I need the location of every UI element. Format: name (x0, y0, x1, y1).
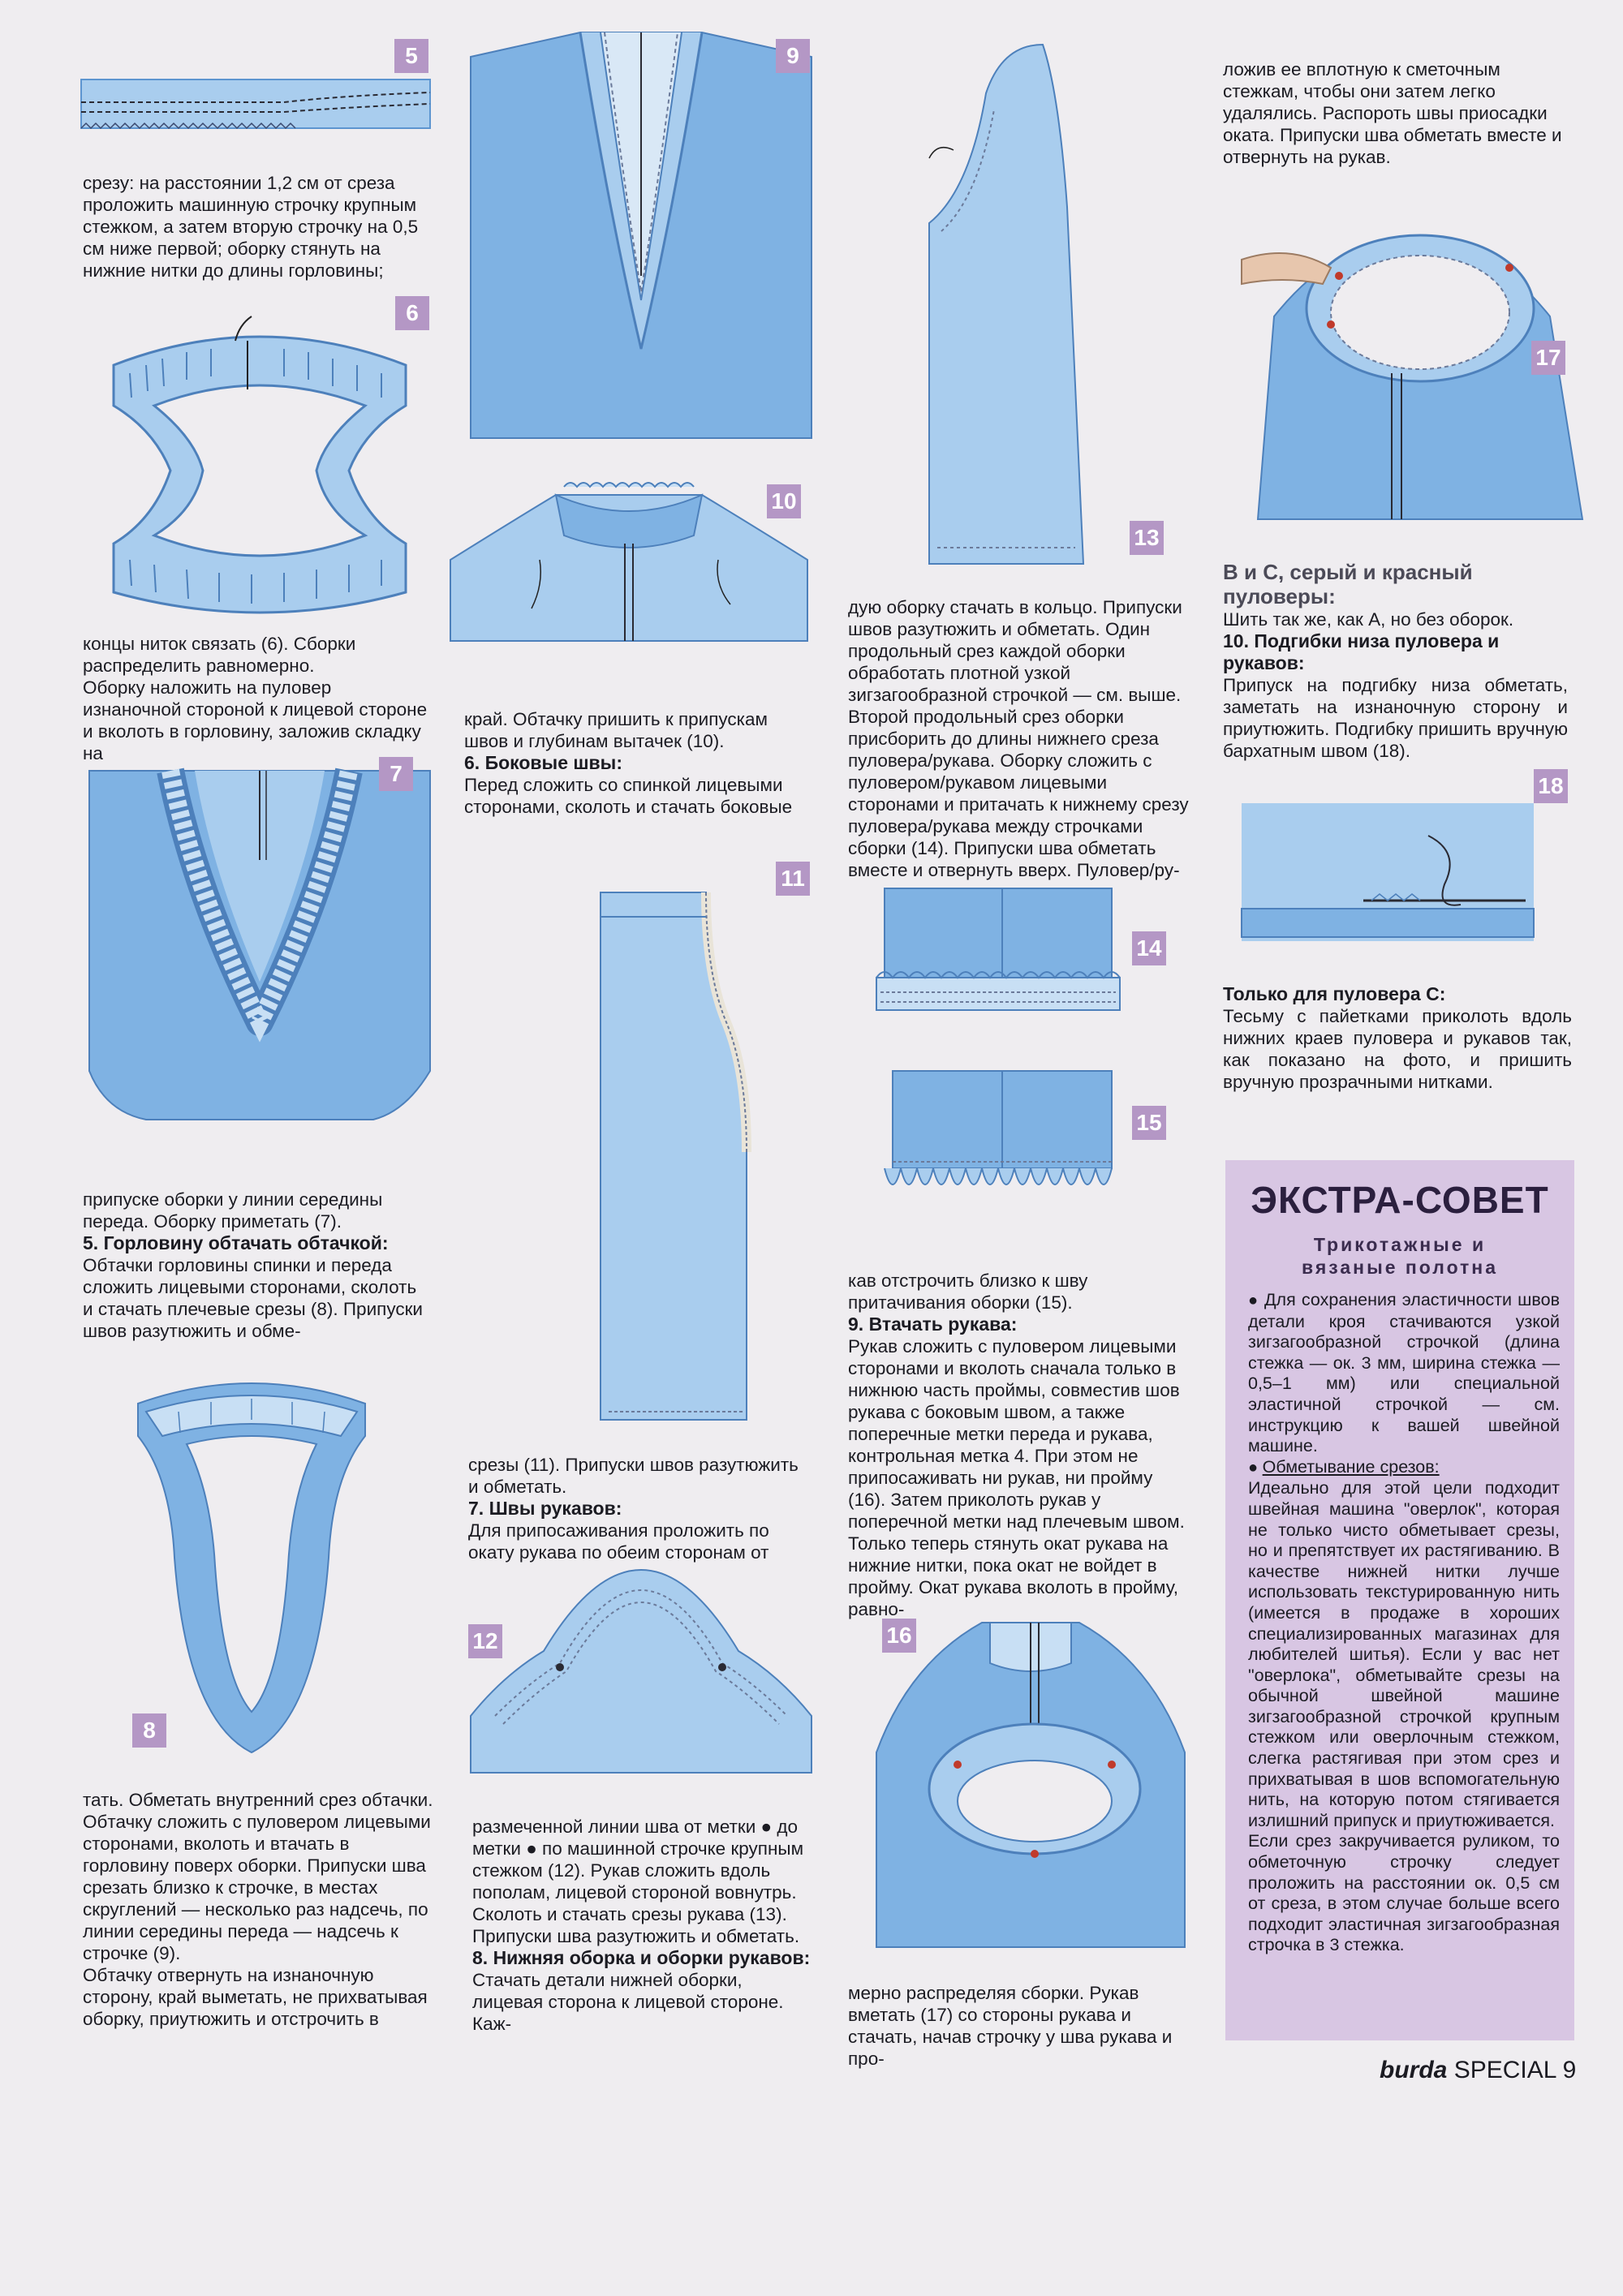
tip-paragraph: Для сохранения эластичности швов детали кроя стачиваются узкой зигзагообразной строчкой (длина стежка — ок. 3 мм, ширина стежка — 0,5–1 мм) или специальной эластичной строчкой — см. инструкцию к вашей швейной машине. (1248, 1290, 1560, 1456)
figure-number-5: 5 (394, 39, 428, 73)
paragraph: Перед сложить со спинкой лицевыми сторонами, сколоть и стачать боковые (464, 775, 793, 817)
paragraph: Тесьму с пайетками приколоть вдоль нижних краев пуловера и рукавов так, как показано на фото, и пришить вручную прозрачными нитками. (1223, 1006, 1572, 1092)
tip-title: ЭКСТРА-СОВЕТ (1251, 1179, 1549, 1221)
figure-5-gathering-stitches (81, 71, 430, 144)
paragraph: кав отстрочить близко к шву притачивания оборки (15). (848, 1271, 1088, 1313)
paragraph: срезы (11). Припуски швов разутюжить и обметать. (468, 1455, 799, 1497)
paragraph: Обтачку отвернуть на изнаночную сторону, край выметать, не прихватывая оборку, приутюжить и отстрочить в (83, 1965, 428, 2029)
column-3-block-b (848, 1270, 1189, 1620)
figure-number-16: 16 (882, 1619, 916, 1653)
section-heading-pullover-c: Только для пуловера С: (1223, 983, 1446, 1004)
paragraph: дую оборку стачать в кольцо. Припуски швов разутюжить и обметать. Один продольный срез каждой оборки обработать плотной узкой зигзагообразной строчкой — см. выше. Второй продольный срез оборки присборить до длины нижнего среза пуловера/рукава. Оборку сложить с пуловером/рукавом лицевыми сторонами и притачать к нижнему срезу пуловера/рукава между строчками сборки (14). Припуски шва обметать вместе и отвернуть вверх. Пуловер/ру- (848, 597, 1189, 880)
section-heading-10: 10. Подгибки низа пуловера и рукавов: (1223, 630, 1500, 673)
column-3-block-c (848, 1982, 1193, 2070)
column-1-block-b (83, 633, 428, 764)
paragraph: Припуск на подгибку низа обметать, заметать на изнаночную сторону и приутюжить. Подгибку пришить вручную бархатным швом (18). (1223, 675, 1568, 761)
figure-number-6: 6 (395, 296, 429, 330)
paragraph: Рукав сложить с пуловером лицевыми сторонами и вколоть сначала только в нижнюю часть проймы, совместив шов рукава с боковым швом, а также поперечные метки переда и рукава, контрольная метка 4. При этом не припосаживать ни рукав, ни пройму (16). Затем приколоть рукав у поперечной метки над плечевым швом. Только теперь стянуть окат рукава на нижние нитки, пока окат не войдет в пройму. Окат рукава вколоть в пройму, равно- (848, 1336, 1185, 1619)
column-4-block-b (1223, 560, 1568, 762)
paragraph: припуске оборки у линии середины переда. Оборку приметать (7). (83, 1189, 383, 1232)
figure-14-ruffle-attached (876, 888, 1120, 1030)
column-1-block-d (83, 1789, 440, 2030)
paragraph: Обтачку сложить с пуловером лицевыми сторонами, вколоть и втачать в горловину поверх оборки. Припуски шва срезать близко к строчке, в местах скруглений — несколько раз надсечь, по линии середины переда — надсечь к строчке (9). (83, 1812, 431, 1963)
figure-number-10: 10 (767, 484, 801, 518)
figure-10-facing-attached (450, 471, 807, 657)
figure-number-13: 13 (1130, 521, 1164, 555)
column-3-block-a (848, 596, 1189, 881)
figure-number-17: 17 (1531, 341, 1565, 375)
footer-special: SPECIAL (1453, 2057, 1556, 2083)
paragraph: Шить так же, как А, но без оборок. (1223, 609, 1514, 630)
tip-body (1248, 1290, 1560, 1956)
paragraph: Оборку наложить на пуловер изнаночной стороной к лицевой стороне и вколоть в горловину, заложив складку на (83, 677, 428, 763)
brand-logo-text: burda (1380, 2057, 1448, 2083)
extra-tip-box (1225, 1160, 1574, 2040)
tip-heading-overcasting: Обметывание срезов: (1262, 1456, 1440, 1477)
figure-11-side-seam (584, 892, 795, 1428)
paragraph: мерно распределяя сборки. Рукав вметать (17) со стороны рукава и стачать, начав строчку у шва рукава и про- (848, 1983, 1173, 2069)
figure-18-hem-stitch (1242, 803, 1534, 941)
column-1-block-c (83, 1189, 428, 1342)
paragraph: край. Обтачку пришить к припускам швов и глубинам вытачек (10). (464, 709, 768, 751)
figure-12-sleeve-cap (471, 1554, 812, 1781)
section-heading-bc: В и С, серый и красный пуловеры: (1223, 560, 1473, 608)
paragraph: концы ниток связать (6). Сборки распределить равномерно. (83, 634, 356, 676)
tip-paragraph: Идеально для этой цели подходит швейная машина "оверлок", которая не только чисто обметывает срезы, но и препятствует их растягиванию. В качестве нижней нитки лучше использовать текстурированную нить (имеется в продаже в хороших специализированных магазинах для любителей шитья). Если у вас нет "оверлока", обметывайте срезы на обычной швейной машине зигзагообразной строчкой крупным стежком или оверлочным стежком, слегка растягивая при этом срез и прихватывая в шов вспомогательную нить, на которую потом стягивается излишний припуск и приутюживается. (1248, 1478, 1560, 1830)
figure-13-sleeve-seam (913, 45, 1156, 572)
figure-number-9: 9 (776, 39, 810, 73)
column-2-block-a (464, 708, 809, 818)
paragraph: Стачать детали нижней оборки, лицевая сторона к лицевой стороне. Каж- (472, 1970, 784, 2034)
figure-8-neckline-facing (130, 1379, 373, 1761)
figure-15-ruffle-topstitched (885, 1071, 1120, 1217)
column-2-block-c (472, 1816, 812, 2035)
figure-6-gathered-ruffle (81, 316, 438, 625)
tip-subtitle-line-1: Трикотажные и (1313, 1234, 1487, 1255)
column-1-block-a (83, 172, 428, 282)
tip-subtitle-line-2: вязаные полотна (1302, 1257, 1498, 1278)
bullet-icon: ● (1248, 1458, 1263, 1477)
figure-number-15: 15 (1132, 1106, 1166, 1140)
figure-number-14: 14 (1132, 931, 1166, 965)
section-heading-5: 5. Горловину обтачать обтачкой: (83, 1232, 389, 1253)
paragraph: Для припосаживания проложить по окату рукава по обеим сторонам от (468, 1520, 769, 1563)
column-2-block-b (468, 1454, 809, 1563)
bullet-icon: ● (1248, 1292, 1264, 1309)
tip-paragraph: Если срез закручивается руликом, то обметочную строчку следует проложить на расстоянии ок. 0,5 см от среза, в этом случае больше всего подходит эластичная зигзагообразная строчка в 3 стежка. (1248, 1831, 1560, 1955)
figure-number-7: 7 (379, 757, 413, 791)
paragraph: ложив ее вплотную к сметочным стежкам, чтобы они затем легко удалялись. Распороть швы приосадки оката. Припуски шва обметать вместе и отвернуть на рукав. (1223, 59, 1562, 167)
figure-16-sleeve-pinned (876, 1615, 1185, 1955)
section-heading-7: 7. Швы рукавов: (468, 1498, 622, 1519)
section-heading-6: 6. Боковые швы: (464, 752, 622, 773)
column-4-block-c (1223, 983, 1572, 1093)
paragraph: размеченной линии шва от метки ● до метки ● по машинной строчке крупным стежком (12). Рукав сложить вдоль пополам, лицевой стороной вовнутрь. Сколоть и стачать срезы рукава (13). Припуски шва разутюжить и обметать. (472, 1817, 804, 1946)
page-number: 9 (1562, 2057, 1577, 2083)
figure-number-12: 12 (468, 1624, 502, 1658)
paragraph: срезу: на расстоянии 1,2 см от среза проложить машинную строчку крупным стежком, а затем вторую строчку на 0,5 см ниже первой; оборку стянуть на нижние нитки до длины горловины; (83, 173, 419, 281)
column-4-block-a (1223, 58, 1568, 168)
page-footer (1380, 2057, 1576, 2084)
paragraph: тать. Обметать внутренний срез обтачки. (83, 1790, 433, 1810)
figure-number-11: 11 (776, 862, 810, 896)
paragraph: Обтачки горловины спинки и переда сложить лицевыми сторонами, сколоть и стачать плечевые срезы (8). Припуски швов разутюжить и обме- (83, 1255, 423, 1341)
section-heading-9: 9. Втачать рукава: (848, 1314, 1018, 1335)
figure-number-18: 18 (1534, 769, 1568, 803)
figure-7-ruffle-neckline (81, 763, 438, 1152)
section-heading-8: 8. Нижняя оборка и оборки рукавов: (472, 1947, 811, 1968)
figure-number-8: 8 (132, 1713, 166, 1748)
figure-9-facing-sewn (471, 32, 812, 446)
